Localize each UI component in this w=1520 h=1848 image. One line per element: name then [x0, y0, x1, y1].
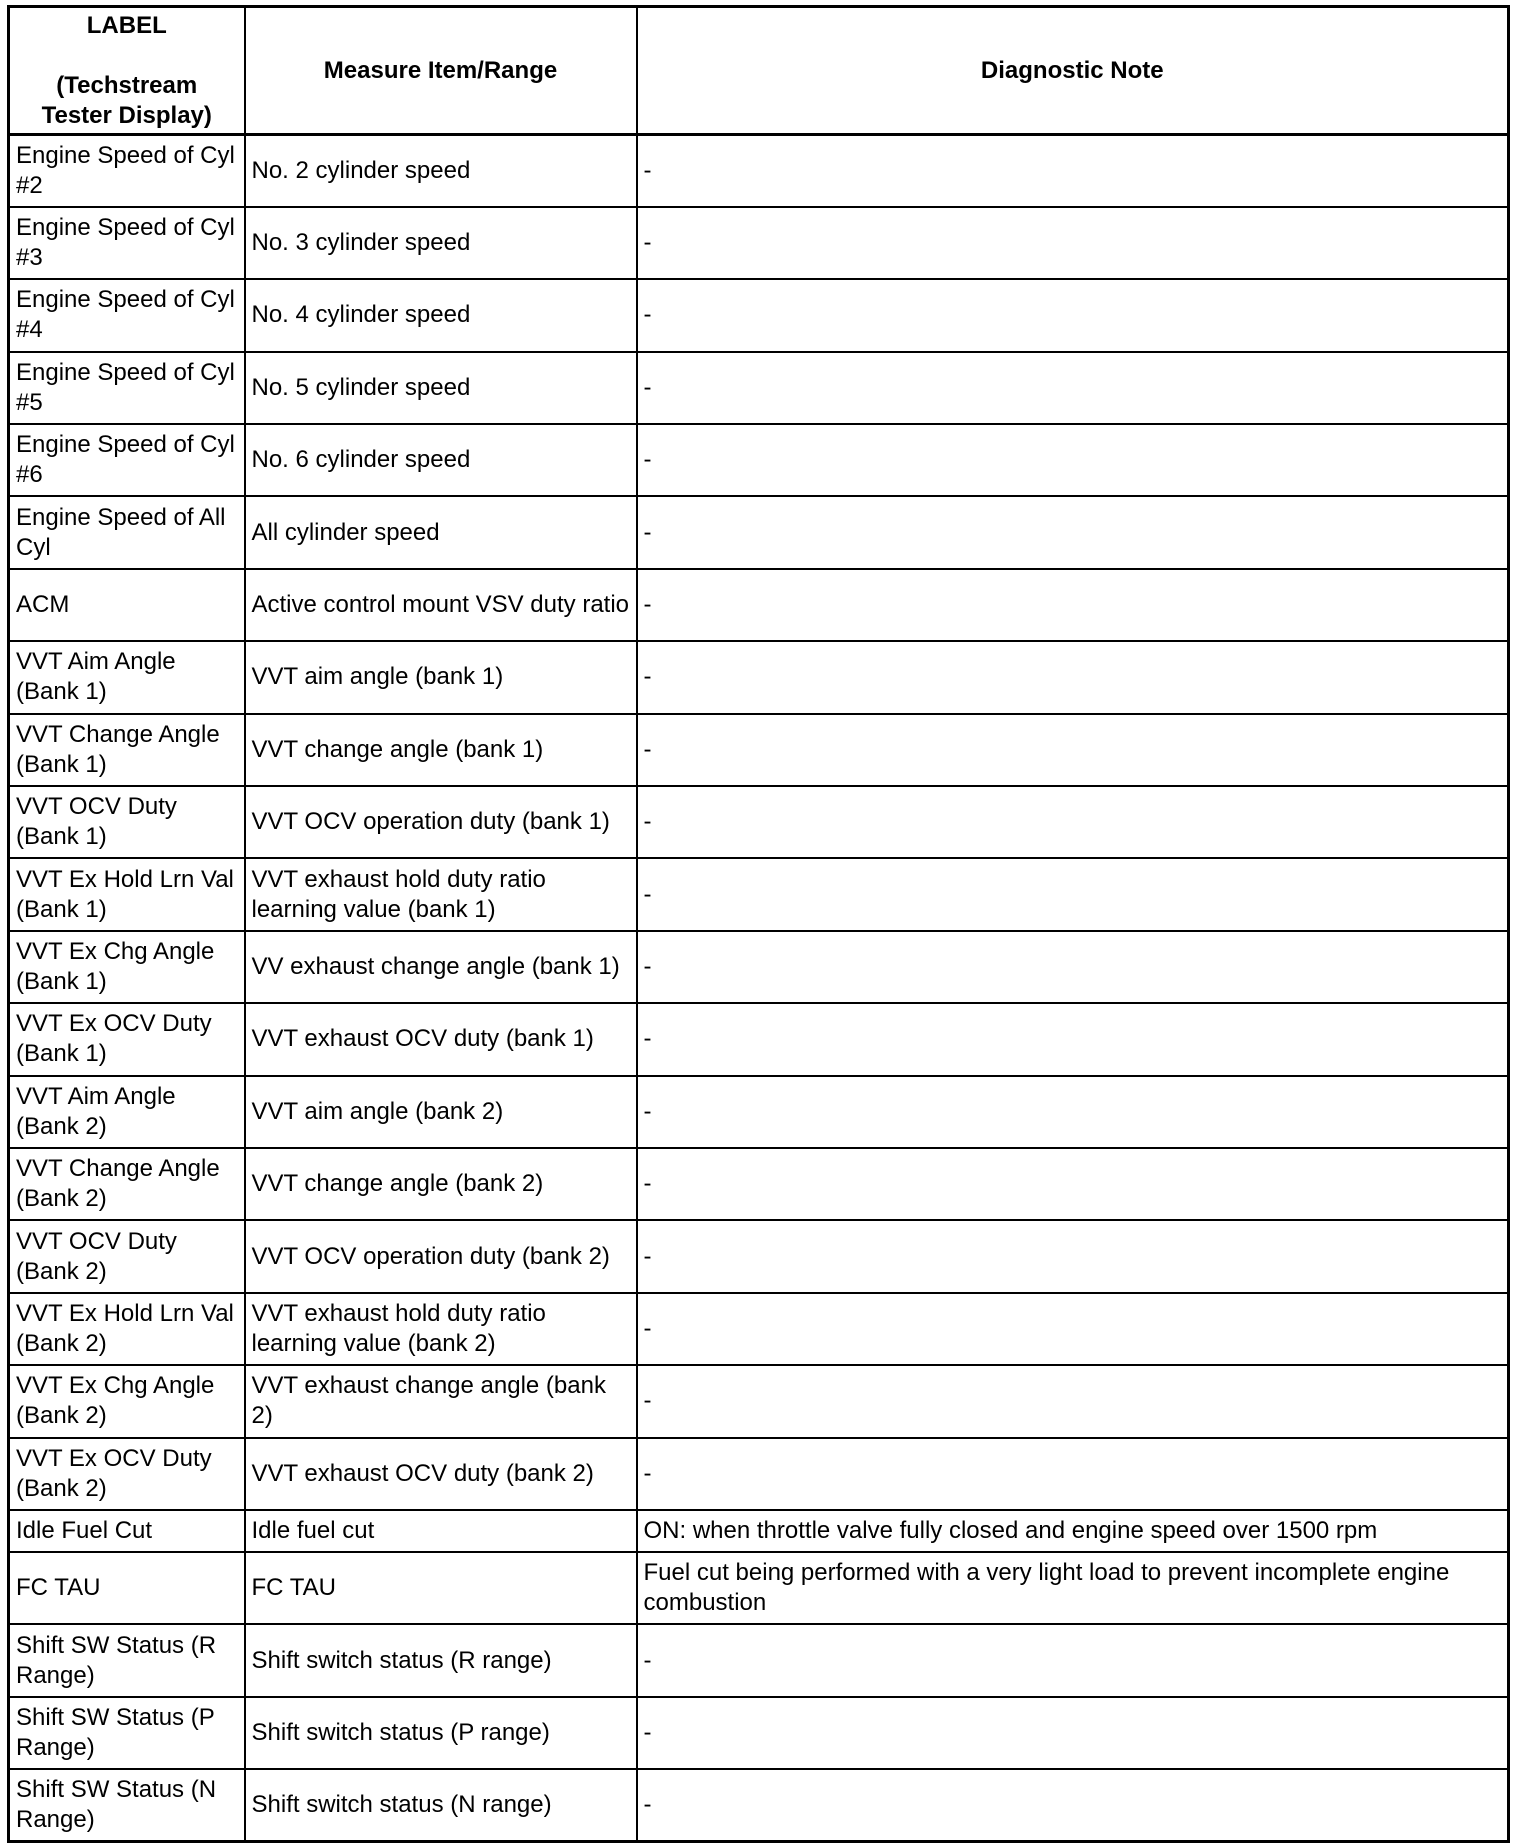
table-row	[9, 1624, 1509, 1696]
cell-note: -	[637, 1697, 1509, 1769]
cell-measure: VV exhaust change angle (bank 1)	[245, 931, 637, 1003]
cell-measure: FC TAU	[245, 1552, 637, 1624]
cell-note: -	[637, 1438, 1509, 1510]
cell-label: VVT Ex Hold Lrn Val (Bank 1)	[9, 858, 245, 930]
cell-measure: Shift switch status (N range)	[245, 1769, 637, 1841]
cell-label: Shift SW Status (R Range)	[9, 1624, 245, 1696]
cell-label: VVT Ex Chg Angle (Bank 1)	[9, 931, 245, 1003]
table-header	[9, 7, 1509, 135]
cell-label: Engine Speed of All Cyl	[9, 496, 245, 568]
cell-note: Fuel cut being performed with a very light load to prevent incomplete engine combustion	[637, 1552, 1509, 1624]
header-note: Diagnostic Note	[637, 7, 1509, 135]
cell-measure: No. 5 cylinder speed	[245, 352, 637, 424]
cell-label: Shift SW Status (P Range)	[9, 1697, 245, 1769]
cell-note: -	[637, 1148, 1509, 1220]
cell-label: VVT Ex Chg Angle (Bank 2)	[9, 1365, 245, 1437]
header-row	[9, 7, 1509, 135]
table-row	[9, 786, 1509, 858]
cell-note: -	[637, 279, 1509, 351]
cell-measure: VVT exhaust change angle (bank 2)	[245, 1365, 637, 1437]
cell-label: Engine Speed of Cyl #4	[9, 279, 245, 351]
table-row	[9, 931, 1509, 1003]
table-row	[9, 424, 1509, 496]
cell-measure: VVT exhaust hold duty ratio learning value (bank 1)	[245, 858, 637, 930]
cell-note: -	[637, 641, 1509, 713]
table-row	[9, 569, 1509, 641]
table-row	[9, 279, 1509, 351]
table-row	[9, 496, 1509, 568]
table-row	[9, 1697, 1509, 1769]
table-row	[9, 1003, 1509, 1075]
header-label-line-1: LABEL	[86, 11, 167, 39]
cell-note: -	[637, 569, 1509, 641]
cell-note: -	[637, 207, 1509, 279]
table-body	[9, 135, 1509, 1842]
table-row	[9, 1438, 1509, 1510]
cell-label: FC TAU	[9, 1552, 245, 1624]
cell-label: VVT Aim Angle (Bank 1)	[9, 641, 245, 713]
table-row	[9, 1220, 1509, 1292]
table-row	[9, 641, 1509, 713]
cell-label: Engine Speed of Cyl #6	[9, 424, 245, 496]
cell-label: VVT Ex Hold Lrn Val (Bank 2)	[9, 1293, 245, 1365]
cell-label: VVT Aim Angle (Bank 2)	[9, 1076, 245, 1148]
cell-note: -	[637, 352, 1509, 424]
cell-label: VVT Change Angle (Bank 2)	[9, 1148, 245, 1220]
cell-measure: No. 4 cylinder speed	[245, 279, 637, 351]
header-measure: Measure Item/Range	[245, 7, 637, 135]
cell-note: -	[637, 1003, 1509, 1075]
cell-measure: VVT exhaust OCV duty (bank 2)	[245, 1438, 637, 1510]
cell-note: -	[637, 135, 1509, 207]
cell-note: -	[637, 424, 1509, 496]
cell-measure: VVT change angle (bank 2)	[245, 1148, 637, 1220]
table-row	[9, 207, 1509, 279]
cell-measure: VVT OCV operation duty (bank 1)	[245, 786, 637, 858]
table-row	[9, 1510, 1509, 1552]
header-label-line-3: Tester Display)	[41, 101, 212, 129]
cell-measure: VVT exhaust OCV duty (bank 1)	[245, 1003, 637, 1075]
table-row	[9, 1293, 1509, 1365]
table-row	[9, 714, 1509, 786]
cell-label: VVT Ex OCV Duty (Bank 1)	[9, 1003, 245, 1075]
cell-note: -	[637, 1365, 1509, 1437]
table-row	[9, 1076, 1509, 1148]
cell-measure: VVT change angle (bank 1)	[245, 714, 637, 786]
table-row	[9, 1148, 1509, 1220]
cell-measure: Active control mount VSV duty ratio	[245, 569, 637, 641]
cell-label: VVT OCV Duty (Bank 2)	[9, 1220, 245, 1292]
cell-note: -	[637, 714, 1509, 786]
data-list-sheet	[7, 5, 1507, 1843]
table-row	[9, 1769, 1509, 1841]
cell-label: ACM	[9, 569, 245, 641]
cell-measure: VVT aim angle (bank 2)	[245, 1076, 637, 1148]
cell-measure: VVT aim angle (bank 1)	[245, 641, 637, 713]
cell-measure: No. 6 cylinder speed	[245, 424, 637, 496]
cell-label: VVT Change Angle (Bank 1)	[9, 714, 245, 786]
table-row	[9, 135, 1509, 207]
cell-measure: All cylinder speed	[245, 496, 637, 568]
table-row	[9, 858, 1509, 930]
header-label	[9, 7, 245, 135]
cell-note: ON: when throttle valve fully closed and engine speed over 1500 rpm	[637, 1510, 1509, 1552]
cell-note: -	[637, 1220, 1509, 1292]
cell-note: -	[637, 496, 1509, 568]
cell-measure: Shift switch status (P range)	[245, 1697, 637, 1769]
cell-note: -	[637, 786, 1509, 858]
table-row	[9, 352, 1509, 424]
data-list-table	[7, 5, 1510, 1843]
cell-label: VVT Ex OCV Duty (Bank 2)	[9, 1438, 245, 1510]
cell-note: -	[637, 931, 1509, 1003]
cell-label: Idle Fuel Cut	[9, 1510, 245, 1552]
cell-measure: No. 2 cylinder speed	[245, 135, 637, 207]
cell-measure: VVT exhaust hold duty ratio learning value (bank 2)	[245, 1293, 637, 1365]
cell-label: VVT OCV Duty (Bank 1)	[9, 786, 245, 858]
cell-label: Engine Speed of Cyl #5	[9, 352, 245, 424]
cell-label: Engine Speed of Cyl #2	[9, 135, 245, 207]
table-row	[9, 1552, 1509, 1624]
cell-note: -	[637, 1769, 1509, 1841]
cell-label: Shift SW Status (N Range)	[9, 1769, 245, 1841]
cell-label: Engine Speed of Cyl #3	[9, 207, 245, 279]
cell-note: -	[637, 858, 1509, 930]
table-row	[9, 1365, 1509, 1437]
cell-measure: No. 3 cylinder speed	[245, 207, 637, 279]
cell-measure: Shift switch status (R range)	[245, 1624, 637, 1696]
cell-note: -	[637, 1293, 1509, 1365]
header-label-line-2: (Techstream	[56, 71, 198, 99]
cell-note: -	[637, 1076, 1509, 1148]
cell-note: -	[637, 1624, 1509, 1696]
cell-measure: Idle fuel cut	[245, 1510, 637, 1552]
cell-measure: VVT OCV operation duty (bank 2)	[245, 1220, 637, 1292]
